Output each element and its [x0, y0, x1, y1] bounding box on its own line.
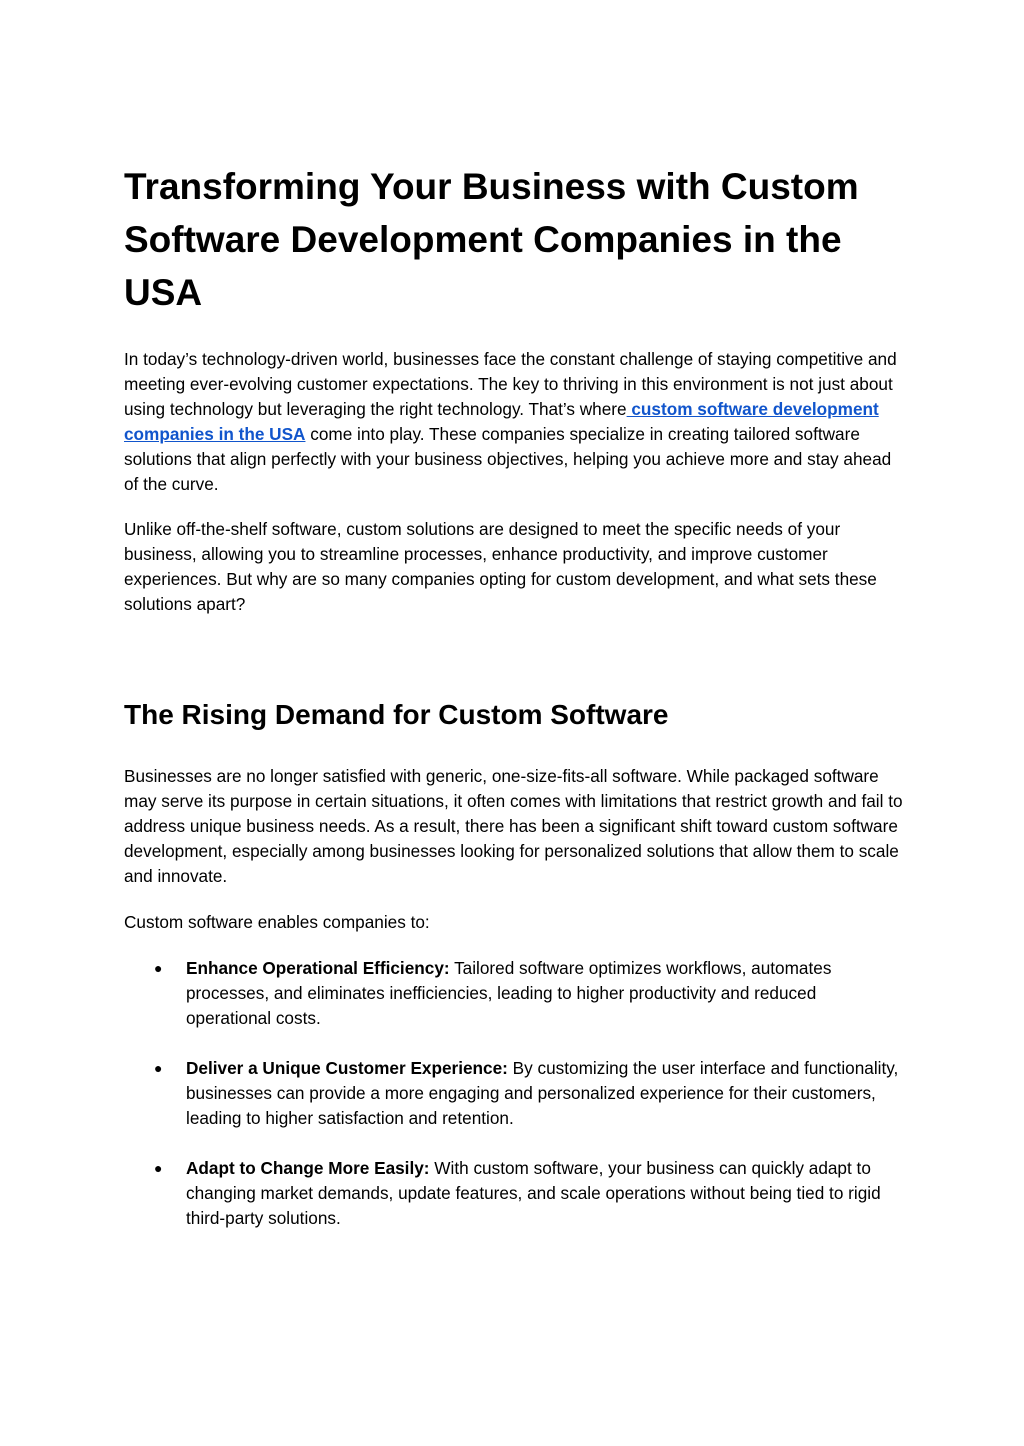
- custom-software-companies-link[interactable]: custom software development companies in the USA: [124, 399, 879, 444]
- demand-paragraph-2: Custom software enables companies to:: [124, 912, 430, 932]
- demand-paragraph-1: Businesses are no longer satisfied with generic, one-size-fits-all software. While packaged software may serve its purpose in certain situations, it often comes with limitations that restrict growth and fail to address unique business needs. As a result, there has been a significant shift toward custom software development, especially among businesses looking for personalized solutions that allow them to scale and innovate.: [124, 766, 903, 886]
- list-item-term: Enhance Operational Efficiency:: [186, 958, 450, 978]
- list-item: [124, 1156, 904, 1231]
- intro-paragraph-2: Unlike off-the-shelf software, custom solutions are designed to meet the specific needs of your business, allowing you to streamline processes, enhance productivity, and improve customer experiences. But why are so many companies opting for custom development, and what sets these solutions apart?: [124, 519, 877, 614]
- list-item-text: By customizing the user interface and functionality, businesses can provide a more engaging and personalized experience for their customers, leading to higher satisfaction and retention.: [186, 1058, 899, 1128]
- intro-text-after-link: come into play. These companies specialize in creating tailored software solutions that align perfectly with your business objectives, helping you achieve more and stay ahead of the curve.: [124, 424, 892, 494]
- bullet-icon: ●: [154, 1160, 163, 1176]
- intro-paragraph-1: [124, 347, 904, 497]
- bullet-icon: ●: [154, 1060, 163, 1076]
- list-item: [124, 956, 904, 1031]
- document-page: [124, 160, 904, 1256]
- intro-text-before-link: In today’s technology-driven world, businesses face the constant challenge of staying competitive and meeting ever-evolving customer expectations. The key to thriving in this environment is not just about using technology but leveraging the right technology. That’s where: [124, 349, 897, 419]
- list-item-text: Tailored software optimizes workflows, automates processes, and eliminates inefficiencies, leading to higher productivity and reduced operational costs.: [186, 958, 832, 1028]
- benefits-list: [124, 956, 904, 1231]
- list-item-term: Adapt to Change More Easily:: [186, 1158, 430, 1178]
- list-item: [124, 1056, 904, 1131]
- list-item-term: Deliver a Unique Customer Experience:: [186, 1058, 508, 1078]
- page-title: Transforming Your Business with Custom Software Development Companies in the USA: [124, 166, 859, 313]
- section-heading-rising-demand: The Rising Demand for Custom Software: [124, 699, 669, 730]
- bullet-icon: ●: [154, 960, 163, 976]
- list-item-text: With custom software, your business can quickly adapt to changing market demands, update features, and scale operations without being tied to rigid third-party solutions.: [186, 1158, 881, 1228]
